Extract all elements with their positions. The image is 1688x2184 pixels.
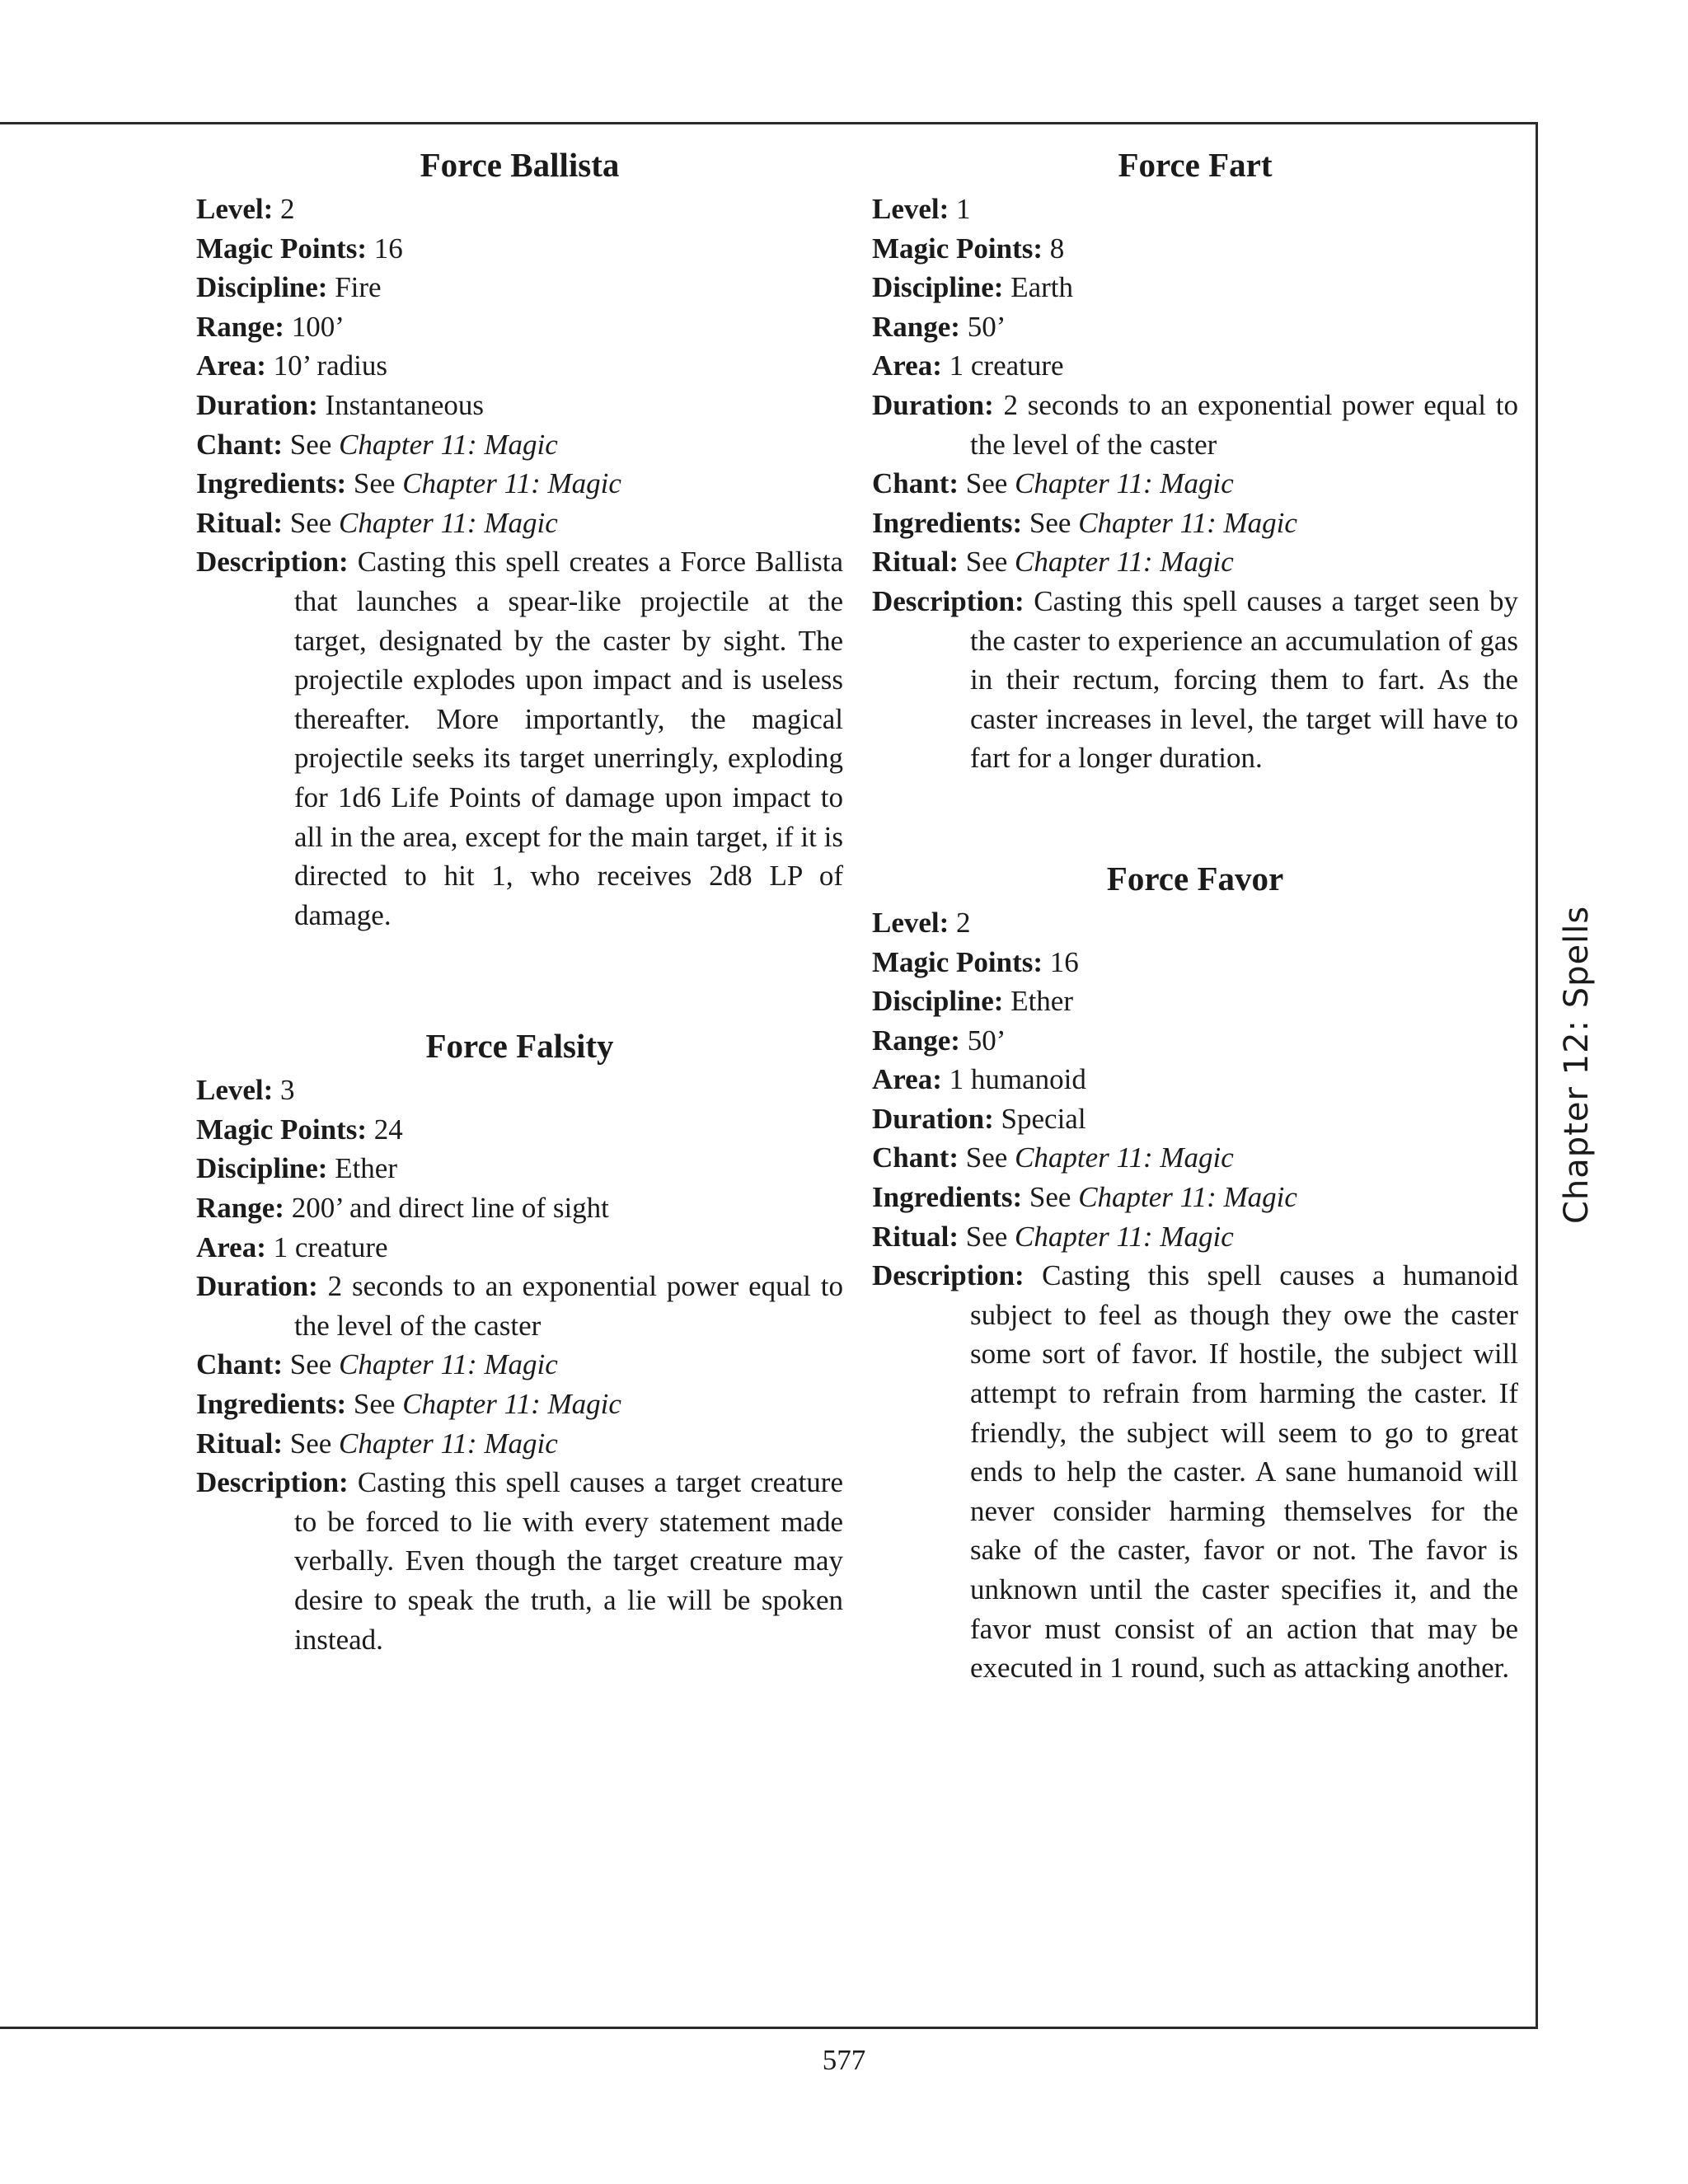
chant-row: Chant: See Chapter 11: Magic <box>196 1348 558 1381</box>
level-row: Level: 2 <box>872 906 971 939</box>
spell-force-fart <box>872 140 1518 778</box>
duration-row: Duration: 2 seconds to an exponential power equal to the level of the caster <box>196 1270 843 1342</box>
discipline-row: Discipline: Ether <box>196 1152 397 1185</box>
ritual-row: Ritual: See Chapter 11: Magic <box>872 546 1234 579</box>
area-row: Area: 1 creature <box>872 349 1064 382</box>
level-row: Level: 3 <box>196 1074 295 1107</box>
duration-row: Duration: Instantaneous <box>196 388 484 421</box>
magic-points-row: Magic Points: 16 <box>872 945 1079 978</box>
ritual-row: Ritual: See Chapter 11: Magic <box>196 1427 558 1460</box>
chant-row: Chant: See Chapter 11: Magic <box>196 428 558 461</box>
right-column <box>872 140 1518 1688</box>
ritual-row: Ritual: See Chapter 11: Magic <box>872 1220 1234 1253</box>
range-row: Range: 50’ <box>872 1024 1006 1057</box>
range-row: Range: 200’ and direct line of sight <box>196 1192 609 1225</box>
area-row: Area: 1 humanoid <box>872 1063 1086 1096</box>
ingredients-row: Ingredients: See Chapter 11: Magic <box>872 1181 1297 1214</box>
duration-row: Duration: Special <box>872 1102 1086 1135</box>
description-row: Description: Casting this spell causes a target creature to be forced to lie with every statement made verbally. Even though the target creature may desire to speak the truth, a lie will be spoken instead. <box>196 1466 843 1656</box>
chant-row: Chant: See Chapter 11: Magic <box>872 467 1234 500</box>
area-row: Area: 10’ radius <box>196 349 387 382</box>
chapter-tab-label: Chapter 12: Spells <box>1558 905 1596 1224</box>
spell-force-favor <box>872 854 1518 1688</box>
spell-title: Force Ballista <box>420 146 620 184</box>
level-row: Level: 1 <box>872 193 971 225</box>
spell-force-ballista <box>196 140 843 935</box>
ingredients-row: Ingredients: See Chapter 11: Magic <box>196 467 621 500</box>
description-row: Description: Casting this spell causes a humanoid subject to feel as though they owe the caster some sort of favor. If hostile, the subject will attempt to refrain from harming the caster. If friendly, the subject will seem to go to great ends to help the caster. A sane humanoid will never consider harming themselves for the sake of the caster, favor or not. The favor is unknown until the caster specifies it, and the favor must consist of an action that may be executed in 1 round, such as attacking another. <box>872 1259 1518 1685</box>
range-row: Range: 100’ <box>196 310 345 343</box>
spell-title: Force Falsity <box>425 1027 614 1066</box>
range-row: Range: 50’ <box>872 310 1006 343</box>
discipline-row: Discipline: Earth <box>872 271 1073 304</box>
duration-row: Duration: 2 seconds to an exponential power equal to the level of the caster <box>872 388 1518 461</box>
description-row: Description: Casting this spell causes a target seen by the caster to experience an accumulation of gas in their rectum, forcing them to fart. As the caster increases in level, the target will have to fart for a longer duration. <box>872 584 1519 775</box>
area-row: Area: 1 creature <box>196 1230 388 1263</box>
ingredients-row: Ingredients: See Chapter 11: Magic <box>196 1388 621 1421</box>
chant-row: Chant: See Chapter 11: Magic <box>872 1141 1234 1174</box>
level-row: Level: 2 <box>196 193 295 225</box>
ingredients-row: Ingredients: See Chapter 11: Magic <box>872 506 1297 539</box>
description-row: Description: Casting this spell creates a Force Ballista that launches a spear-like projectile at the target, designated by the caster by sight. The projectile explodes upon impact and is useless thereafter. More importantly, the magical projectile seeks its target unerringly, exploding for 1d6 Life Points of damage upon impact to all in the area, except for the main target, if it is directed to hit 1, who receives 2d8 LP of damage. <box>196 546 844 931</box>
ritual-row: Ritual: See Chapter 11: Magic <box>196 506 558 539</box>
magic-points-row: Magic Points: 24 <box>196 1113 403 1146</box>
spell-force-falsity <box>196 1021 843 1659</box>
discipline-row: Discipline: Ether <box>872 985 1073 1018</box>
spell-title: Force Favor <box>1106 859 1284 898</box>
page-number: 577 <box>822 2044 866 2076</box>
left-column <box>196 140 843 1659</box>
discipline-row: Discipline: Fire <box>196 271 382 304</box>
magic-points-row: Magic Points: 16 <box>196 232 403 265</box>
spell-title: Force Fart <box>1118 146 1273 184</box>
magic-points-row: Magic Points: 8 <box>872 232 1065 265</box>
